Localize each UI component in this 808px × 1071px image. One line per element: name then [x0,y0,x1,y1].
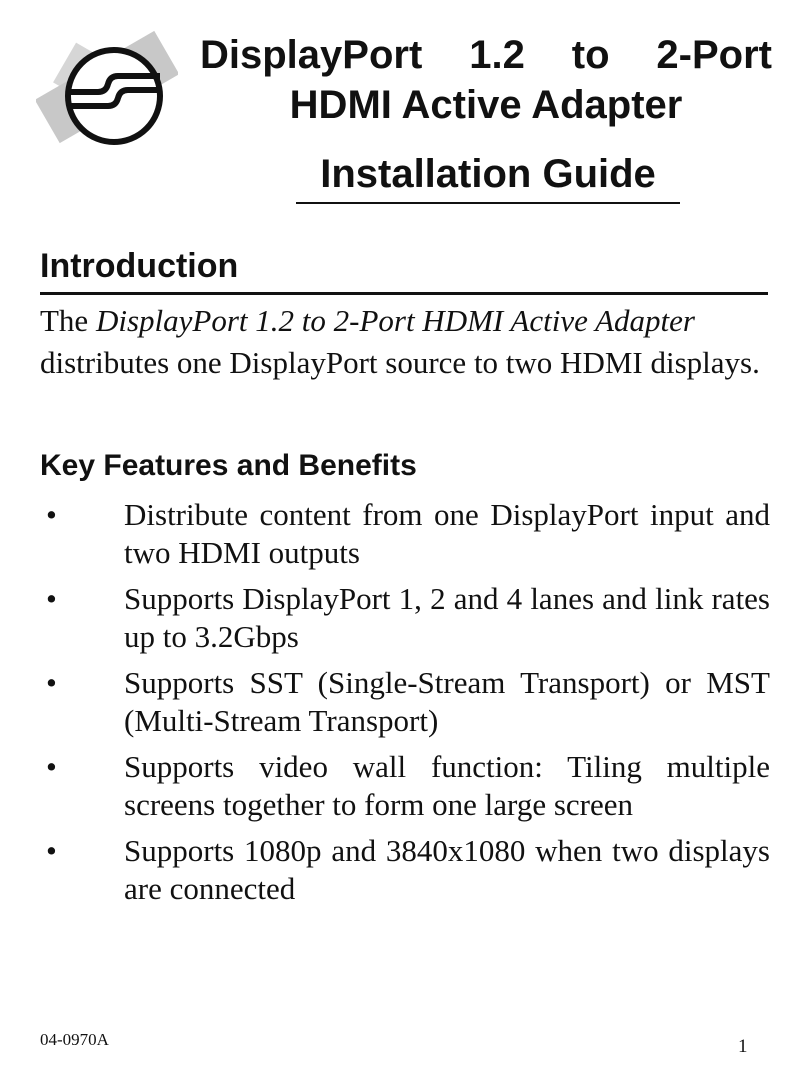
list-item [40,748,770,824]
list-item [40,664,770,740]
list-item [40,832,770,908]
bullet-icon: • [46,833,57,868]
title-line-1: DisplayPort 1.2 to 2-Port [200,33,772,77]
feature-text: Supports DisplayPort 1, 2 and 4 lanes and link rates up to 3.2Gbps [124,581,770,654]
bullet-icon: • [46,749,57,784]
list-item [40,496,770,572]
bullet-icon: • [46,665,57,700]
siig-logo-icon [36,22,178,152]
document-subtitle: Installation Guide [296,150,680,204]
intro-text-suffix: distributes one DisplayPort source to two HDMI displays. [40,345,760,380]
feature-text: Distribute content from one DisplayPort input and two HDMI outputs [124,497,770,570]
product-name: DisplayPort 1.2 to 2-Port HDMI Active Adapter [95,303,695,338]
title-line-2: HDMI Active Adapter [289,83,683,127]
document-code: 04-0970A [40,1030,109,1049]
feature-text: Supports video wall function: Tiling multiple screens together to form one large screen [124,749,770,822]
section-heading-features: Key Features and Benefits [40,449,417,482]
section-heading-introduction: Introduction [40,244,768,295]
feature-text: Supports SST (Single-Stream Transport) or MST (Multi-Stream Transport) [124,665,770,738]
feature-text: Supports 1080p and 3840x1080 when two displays are connected [124,833,770,906]
list-item [40,580,770,656]
bullet-icon: • [46,581,57,616]
introduction-paragraph [40,300,770,384]
intro-text-prefix: The [40,303,89,338]
document-title [200,30,772,130]
page-number: 1 [738,1036,748,1057]
bullet-icon: • [46,497,57,532]
features-list [40,496,770,916]
